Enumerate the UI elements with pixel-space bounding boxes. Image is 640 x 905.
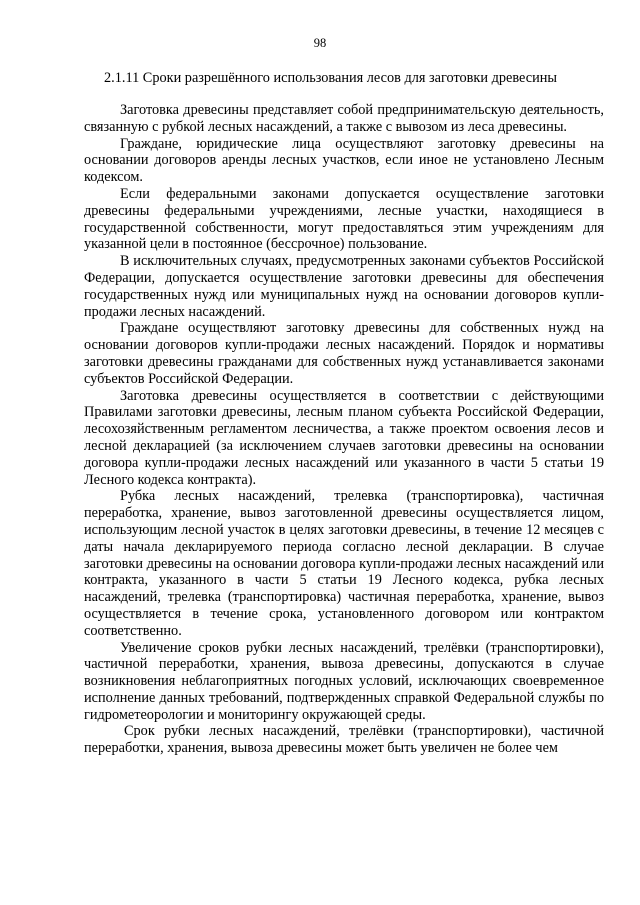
paragraph-1: Заготовка древесины представляет собой предпринимательскую деятельность, связанную с рубкой лесных насаждений, а также с вывозом из леса древесины. [84, 102, 604, 135]
paragraph-7: Рубка лесных насаждений, трелевка (транспортировка), частичная переработка, хранение, вывоз заготовленной древесины осуществляется лицом, использующим лесной участок в целях заготовки древесины, в течение 12 месяцев с даты начала декларируемого периода согласно лесной декларации. В случае заготовки древесины на основании договора купли-продажи лесных насаждений или контракта, указанного в части 5 статьи 19 Лесного кодекса, рубка лесных насаждений, трелевка (транспортировка) частичная переработка, хранение, вывоз осуществляется в течение срока, установленного договором или контрактом соответственно. [84, 488, 604, 639]
paragraph-5: Граждане осуществляют заготовку древесины для собственных нужд на основании договоров купли-продажи лесных насаждений. Порядок и нормативы заготовки древесины гражданами для собственных нужд устанавливается законами субъектов Российской Федерации. [84, 320, 604, 387]
paragraph-9: Срок рубки лесных насаждений, трелёвки (транспортировки), частичной переработки, хранения, вывоза древесины может быть увеличен не более чем [84, 723, 604, 757]
paragraph-4: В исключительных случаях, предусмотренных законами субъектов Российской Федерации, допускается осуществление заготовки древесины для обеспечения государственных нужд или муниципальных нужд на основании договоров купли-продажи лесных насаждений. [84, 253, 604, 320]
paragraph-8: Увеличение сроков рубки лесных насаждений, трелёвки (транспортировки), частичной переработки, хранения, вывоза древесины, допускаются в случае возникновения неблагоприятных погодных условий, исключающих своевременное исполнение данных требований, подтвержденных справкой Федеральной службы по гидрометеорологии и мониторингу окружающей среды. [84, 639, 604, 723]
page-number: 98 [313, 36, 327, 50]
paragraph-6: Заготовка древесины осуществляется в соответствии с действующими Правилами заготовки древесины, лесным планом субъекта Российской Федерации, лесохозяйственным регламентом лесничества, а также проектом освоения лесов и лесной декларацией (за исключением случаев заготовки древесины на основании договора купли-продажи лесных насаждений или указанного в части 5 статьи 19 Лесного кодекса контракта). [84, 387, 604, 488]
paragraph-3: Если федеральными законами допускается осуществление заготовки древесины федеральными учреждениями, лесные участки, находящиеся в государственной собственности, могут предоставляться этим учреждениям для указанной цели в постоянное (бессрочное) пользование. [84, 185, 604, 253]
section-heading: 2.1.11 Сроки разрешённого использования лесов для заготовки древесины [104, 70, 557, 86]
body-text [84, 99, 604, 757]
paragraph-2: Граждане, юридические лица осуществляют заготовку древесины на основании договоров аренды лесных участков, если иное не установлено Лесным кодексом. [84, 135, 604, 186]
